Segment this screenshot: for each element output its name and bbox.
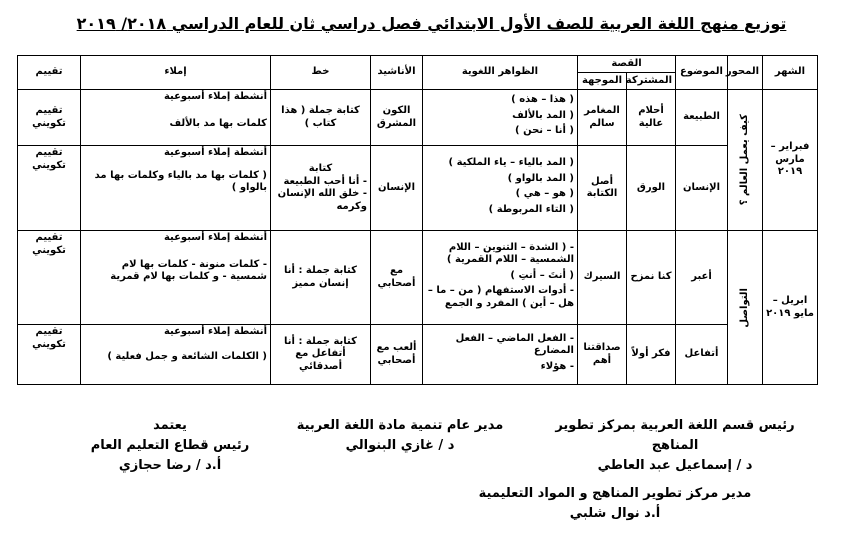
table-row [18,231,818,325]
songs-cell: مع أصحابي [371,231,423,325]
linguistic-item: ( أنا – نحن ) [515,125,574,137]
shared-story-cell: أحلام عالية [627,90,676,146]
dictation-cell [81,90,271,146]
signature-name: د / إسماعيل عبد العاطي [597,458,753,474]
dictation-body: - كلمات منونة - كلمات بها لام شمسية - و كلمات بها لام قمرية [110,258,267,282]
dictation-body: كلمات بها مد بالألف [169,117,267,129]
linguistic-item: ( المد بالواو ) [507,172,574,184]
dictation-body: ( الكلمات الشائعة و جمل فعلية ) [107,350,267,362]
linguistic-cell [423,146,578,231]
dictation-title: أنشطة إملاء أسبوعية [163,147,267,158]
handwriting-line: - خلق الله الإنسان وكرمه [277,188,367,212]
signature-name: د / غازي البنوالي [345,438,455,454]
guided-story-cell: المغامر سالم [578,90,627,146]
assessment-cell: تقييم تكويني [18,325,81,385]
linguistic-item: ( المد بالياء – ياء الملكية ) [448,157,574,168]
header-songs: الأناشيد [371,56,423,90]
axis-label: كيف يعمل العالم ؟ [738,114,750,206]
linguistic-item: ( هو – هي ) [515,188,574,199]
curriculum-table [17,55,818,385]
songs-cell: الكون المشرق [371,90,423,146]
shared-story-cell: كنا نمزح [627,231,676,325]
linguistic-item: - أدوات الاستفهام ( من – ما – هل – أين ) المفرد و الجمع [427,285,574,309]
linguistic-item: - هؤلاء [540,360,574,372]
linguistic-item: ( أنتَ – أنتِ ) [510,269,574,281]
axis-cell [728,231,763,385]
dictation-title: أنشطة إملاء أسبوعية [163,91,267,102]
linguistic-item: ( التاء المربوطة ) [488,203,574,215]
header-topic: الموضوع [676,56,728,90]
assessment-cell: تقييم تكويني [18,90,81,146]
signature-title: رئيس قسم اللغة العربية بمركز تطوير المناهج [555,418,795,454]
handwriting-line: - أنا أحب الطبيعة [283,175,367,187]
shared-story-cell: الورق [627,146,676,231]
dictation-title: أنشطة إملاء أسبوعية [163,326,267,337]
handwriting-line: كتابة [308,163,333,174]
dictation-cell [81,325,271,385]
dictation-cell [81,231,271,325]
header-handwriting: خط [271,56,371,90]
linguistic-cell [423,231,578,325]
signature-left [70,416,270,476]
shared-story-cell: فكر أولاً [627,325,676,385]
signature-bottom [470,484,760,524]
songs-cell: ألعب مع أصحابي [371,325,423,385]
signature-name: أ.د نوال شلبي [569,506,661,522]
signature-title: مدير عام تنمية مادة اللغة العربية [296,418,504,433]
dictation-title: أنشطة إملاء أسبوعية [163,232,267,243]
page-title: توزيع منهج اللغة العربية للصف الأول الابتدائي فصل دراسي ثان للعام الدراسي ٢٠١٨/ ٢٠١٩ [76,14,787,33]
guided-story-cell: أصل الكتابة [578,146,627,231]
month-cell: ابريل – مايو ٢٠١٩ [763,231,818,385]
header-guided: الموجهة [578,73,627,90]
guided-story-cell: صداقتنا أهم [578,325,627,385]
signature-title: رئيس قطاع التعليم العام [90,438,250,454]
header-month: الشهر [763,56,818,90]
handwriting-cell: كتابة جملة : أنا أتفاعل مع أصدقائي [271,325,371,385]
month-cell: فبراير – مارس ٢٠١٩ [763,90,818,231]
topic-cell: الطبيعة [676,90,728,146]
signature-middle [290,416,510,456]
axis-cell [728,90,763,231]
linguistic-item: ( هذا – هذه ) [511,94,574,106]
table-row [18,325,818,385]
topic-cell: الإنسان [676,146,728,231]
topic-cell: أعبر [676,231,728,325]
signature-name: أ.د / رضا حجازي [118,458,222,474]
header-shared: المشتركة [627,73,676,90]
handwriting-cell: كتابة جملة : أنا إنسان مميز [271,231,371,325]
table-row [18,146,818,231]
header-story: القصة [578,56,676,73]
handwriting-cell: كتابة جملة ( هذا كتاب ) [271,90,371,146]
assessment-cell: تقييم تكويني [18,146,81,231]
header-assessment: تقييم [18,56,81,90]
dictation-body: ( كلمات بها مد بالياء وكلمات بها مد بالواو ) [94,169,267,193]
guided-story-cell: السيرك [578,231,627,325]
linguistic-cell [423,325,578,385]
songs-cell: الإنسان [371,146,423,231]
approval-word: يعتمد [153,418,187,433]
header-linguistic: الظواهر اللغوية [423,56,578,90]
signature-right [545,416,805,476]
topic-cell: أتفاعل [676,325,728,385]
axis-label: التواصل [738,287,750,328]
signature-title: مدير مركز تطوير المناهج و المواد التعليمية [478,486,752,501]
table-row [18,90,818,146]
dictation-cell [81,146,271,231]
handwriting-cell [271,146,371,231]
linguistic-item: - ( الشدة – التنوين – اللام الشمسية – اللام القمرية ) [446,241,574,266]
header-dictation: إملاء [81,56,271,90]
linguistic-cell [423,90,578,146]
linguistic-item: - الفعل الماضي – الفعل المضارع [455,332,574,357]
header-axis: المحور [728,56,763,90]
linguistic-item: ( المد بالألف [512,109,574,121]
assessment-cell: تقييم تكويني [18,231,81,325]
